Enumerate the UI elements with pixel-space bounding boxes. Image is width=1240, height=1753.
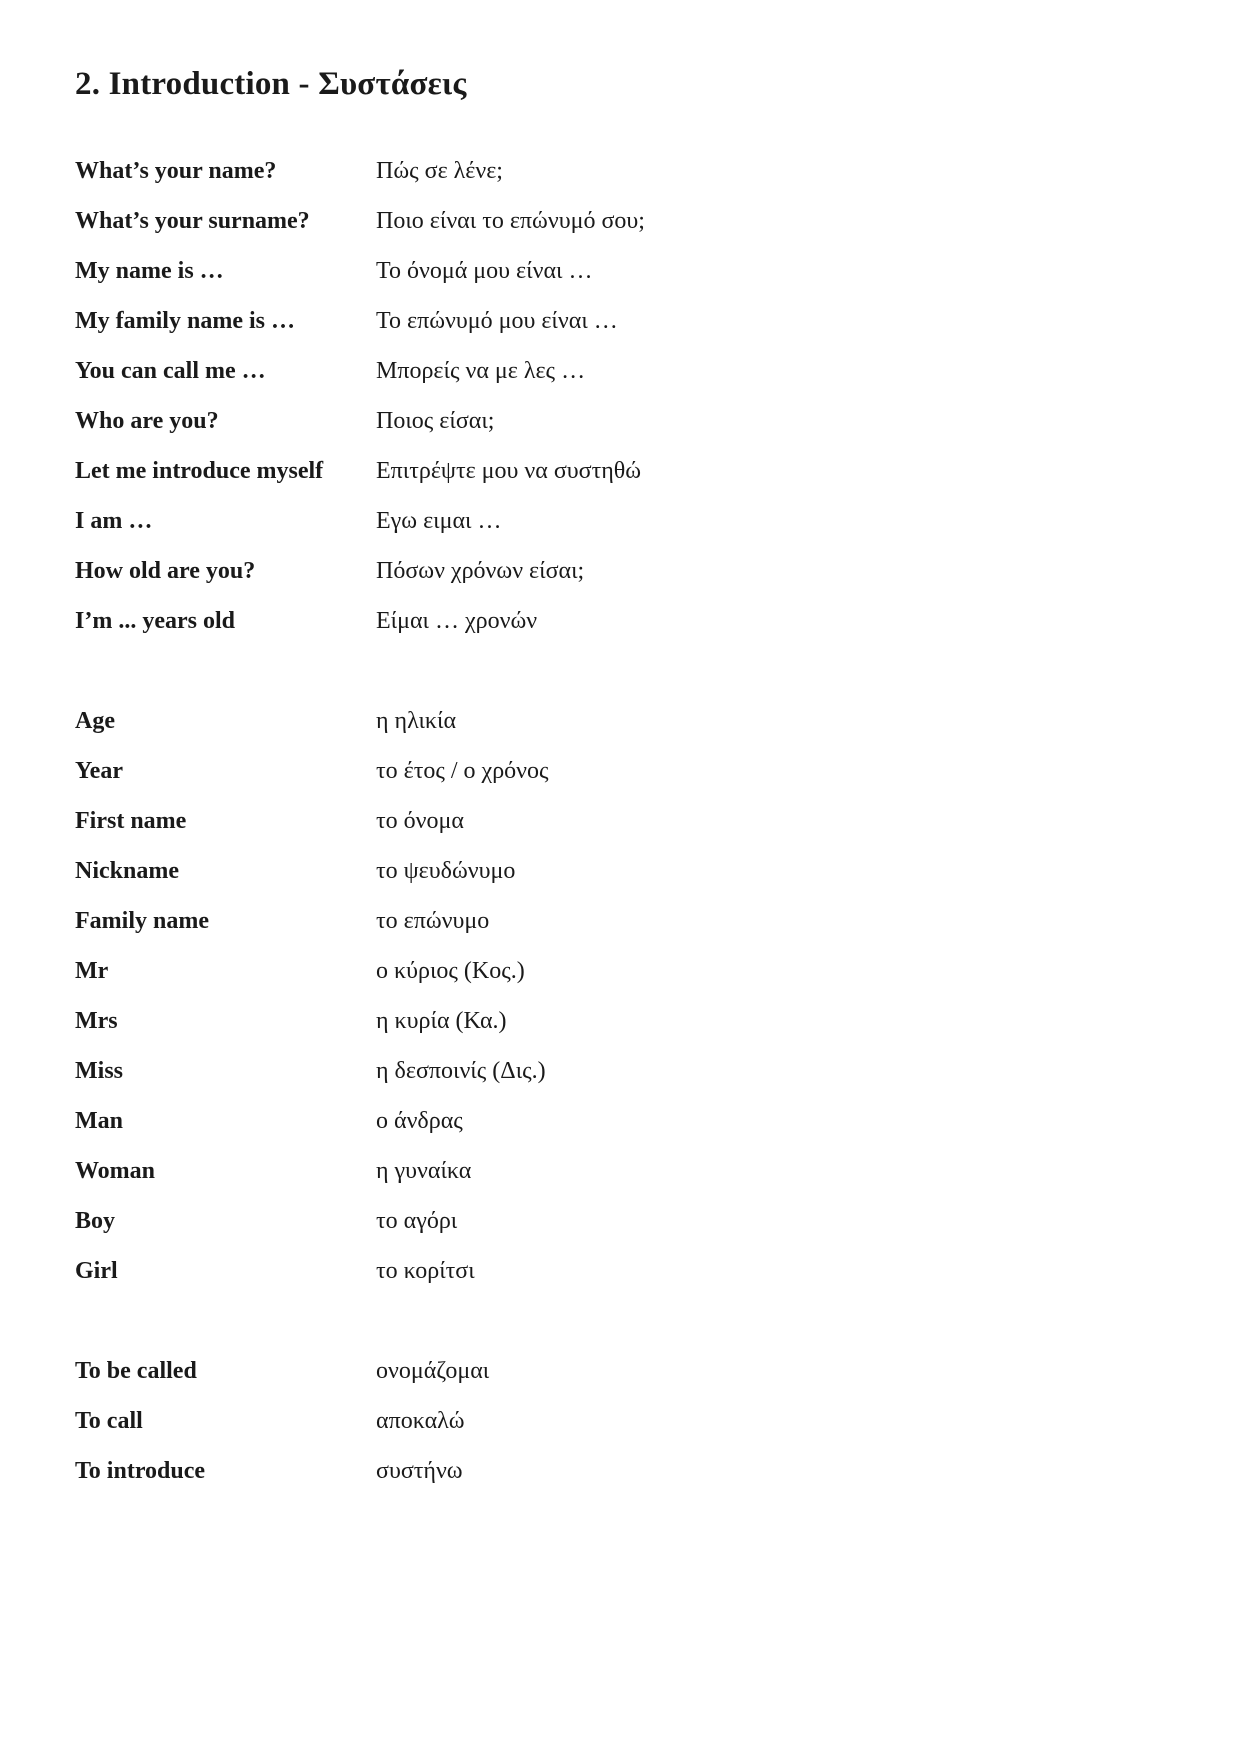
greek-translation: το αγόρι	[376, 1208, 458, 1234]
greek-translation: το όνομα	[376, 808, 464, 834]
english-term: Nickname	[75, 858, 179, 884]
english-term: Family name	[75, 908, 209, 934]
greek-translation: η κυρία (Κα.)	[376, 1008, 507, 1034]
vocabulary-row	[75, 906, 1165, 956]
english-term: Man	[75, 1108, 123, 1134]
vocabulary-row	[75, 206, 1165, 256]
vocabulary-row	[75, 156, 1165, 206]
english-term: Who are you?	[75, 408, 219, 434]
english-term: To introduce	[75, 1458, 206, 1484]
vocabulary-row	[75, 1256, 1165, 1306]
vocabulary-row	[75, 856, 1165, 906]
english-term: How old are you?	[75, 558, 256, 584]
vocabulary-row	[75, 1406, 1165, 1456]
greek-translation: το ψευδώνυμο	[376, 858, 516, 884]
english-term: I’m ... years old	[75, 608, 235, 634]
english-term: Mrs	[75, 1008, 118, 1034]
english-term: I am …	[75, 508, 153, 534]
vocabulary-sections	[75, 156, 1165, 1506]
english-term: Year	[75, 758, 123, 784]
greek-translation: Πώς σε λένε;	[376, 158, 503, 184]
english-term: Woman	[75, 1158, 156, 1184]
english-term: Miss	[75, 1058, 123, 1084]
greek-translation: Το επώνυμό μου είναι …	[376, 308, 618, 334]
vocabulary-row	[75, 1456, 1165, 1506]
vocabulary-row	[75, 806, 1165, 856]
greek-translation: Εγω ειμαι …	[376, 508, 502, 534]
vocabulary-row	[75, 456, 1165, 506]
greek-translation: Ποιο είναι το επώνυμό σου;	[376, 208, 645, 234]
greek-translation: η δεσποινίς (Δις.)	[376, 1058, 546, 1084]
vocabulary-row	[75, 256, 1165, 306]
vocabulary-row	[75, 406, 1165, 456]
greek-translation: Είμαι … χρονών	[376, 608, 538, 634]
vocabulary-row	[75, 556, 1165, 606]
greek-translation: η ηλικία	[376, 708, 457, 734]
vocabulary-section	[75, 706, 1165, 1306]
vocabulary-row	[75, 756, 1165, 806]
english-term: Let me introduce myself	[75, 458, 324, 484]
english-term: Girl	[75, 1258, 118, 1284]
english-term: What’s your name?	[75, 158, 277, 184]
vocabulary-row	[75, 1156, 1165, 1206]
english-term: My name is …	[75, 258, 224, 284]
vocabulary-row	[75, 606, 1165, 656]
greek-translation: ο άνδρας	[376, 1108, 463, 1134]
greek-translation: αποκαλώ	[376, 1408, 465, 1434]
english-term: Age	[75, 708, 115, 734]
document-page	[75, 64, 1165, 1556]
english-term: First name	[75, 808, 187, 834]
english-term: Boy	[75, 1208, 116, 1234]
greek-translation: συστήνω	[376, 1458, 463, 1484]
greek-translation: Μπορείς να με λες …	[376, 358, 586, 384]
english-term: You can call me …	[75, 358, 266, 384]
greek-translation: το επώνυμο	[376, 908, 490, 934]
greek-translation: Ποιος είσαι;	[376, 408, 495, 434]
greek-translation: Επιτρέψτε μου να συστηθώ	[376, 458, 642, 484]
vocabulary-section	[75, 156, 1165, 656]
greek-translation: Το όνομά μου είναι …	[376, 258, 593, 284]
vocabulary-row	[75, 506, 1165, 556]
vocabulary-row	[75, 1006, 1165, 1056]
vocabulary-row	[75, 1356, 1165, 1406]
english-term: To be called	[75, 1358, 197, 1384]
vocabulary-row	[75, 1206, 1165, 1256]
greek-translation: η γυναίκα	[376, 1158, 472, 1184]
greek-translation: Πόσων χρόνων είσαι;	[376, 558, 585, 584]
vocabulary-row	[75, 306, 1165, 356]
english-term: To call	[75, 1408, 143, 1434]
vocabulary-row	[75, 1056, 1165, 1106]
vocabulary-row	[75, 356, 1165, 406]
greek-translation: ο κύριος (Κος.)	[376, 958, 525, 984]
vocabulary-row	[75, 1106, 1165, 1156]
greek-translation: το έτος / ο χρόνος	[376, 758, 549, 784]
vocabulary-row	[75, 706, 1165, 756]
greek-translation: το κορίτσι	[376, 1258, 475, 1284]
english-term: Mr	[75, 958, 109, 984]
vocabulary-section	[75, 1356, 1165, 1506]
vocabulary-row	[75, 956, 1165, 1006]
english-term: My family name is …	[75, 308, 295, 334]
page-title: 2. Introduction - Συστάσεις	[75, 66, 467, 102]
greek-translation: ονομάζομαι	[376, 1358, 490, 1384]
english-term: What’s your surname?	[75, 208, 310, 234]
